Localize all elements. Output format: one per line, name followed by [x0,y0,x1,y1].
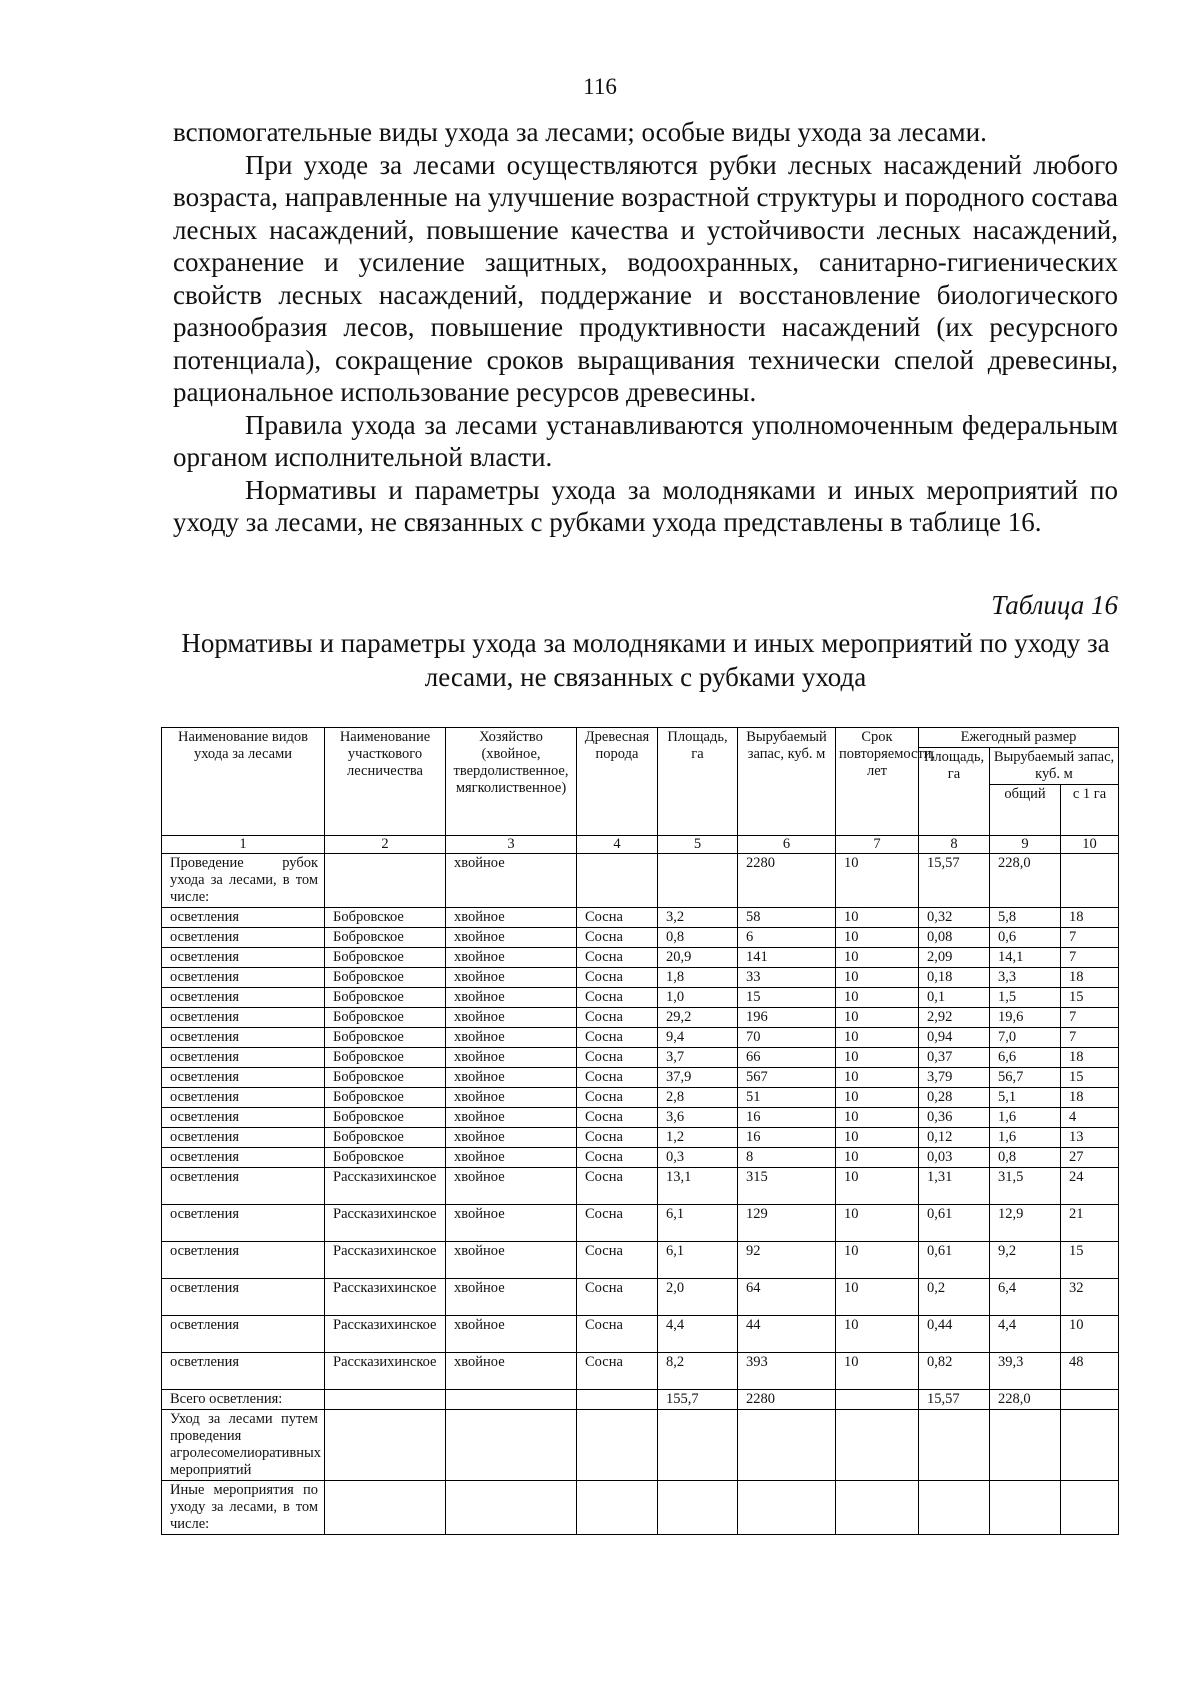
cell-name: осветления [162,928,325,948]
cell-name: осветления [162,1088,325,1108]
cell-annual-total: 3,3 [990,968,1061,988]
paragraph-4: Нормативы и параметры ухода за молодняками и иных мероприятий по уходу за лесами, не связанных с рубками ухода представлены в таблице 16. [173,474,1118,537]
table-row [162,1108,1119,1128]
cell-farm: хвойное [446,1168,577,1205]
cell-volume: 70 [738,1028,836,1048]
header-species: Древесная порода [577,728,658,836]
cell-annual-total: 6,6 [990,1048,1061,1068]
cell-name: осветления [162,1242,325,1279]
cell-volume: 33 [738,968,836,988]
cell-annual-area: 15,57 [919,854,990,908]
cell-name: осветления [162,1279,325,1316]
cell-volume: 393 [738,1353,836,1390]
column-number-cell: 8 [919,836,990,854]
cell-district: Бобровское [325,1148,446,1168]
table-row [162,1128,1119,1148]
cell-name: осветления [162,968,325,988]
cell-area: 37,9 [658,1068,738,1088]
cell-volume: 51 [738,1088,836,1108]
cell-species: Сосна [577,1242,658,1279]
cell-species: Сосна [577,908,658,928]
table-row [162,1068,1119,1088]
cell-annual-area: 0,37 [919,1048,990,1068]
cell-annual-area: 0,82 [919,1353,990,1390]
cell-area: 3,2 [658,908,738,928]
cell-period: 10 [836,1148,919,1168]
empty-cell [738,1481,836,1535]
cell-annual-total: 6,4 [990,1279,1061,1316]
cell-species: Сосна [577,1205,658,1242]
cell-name: осветления [162,1128,325,1148]
cell-area: 2,8 [658,1088,738,1108]
cell-name: осветления [162,1168,325,1205]
cell-annual-area: 2,92 [919,1008,990,1028]
cell-name: осветления [162,1008,325,1028]
cell-district: Бобровское [325,968,446,988]
page-number: 116 [583,74,617,99]
header-farm: Хозяйство (хвойное, твердолиственное, мягколиственное) [446,728,577,836]
cell-farm: хвойное [446,1242,577,1279]
cell-species: Сосна [577,928,658,948]
cell-name: Всего осветления: [162,1390,325,1410]
table-row [162,1048,1119,1068]
cell-annual-area: 0,03 [919,1148,990,1168]
cell-species: Сосна [577,1353,658,1390]
cell-period: 10 [836,948,919,968]
empty-cell [836,1481,919,1535]
cell-per-ha: 4 [1061,1108,1119,1128]
cell-annual-area: 3,79 [919,1068,990,1088]
cell-annual-area: 0,36 [919,1108,990,1128]
cell-annual-area: 0,18 [919,968,990,988]
cell-volume: 64 [738,1279,836,1316]
cell-annual-total: 7,0 [990,1028,1061,1048]
cell-per-ha: 21 [1061,1205,1119,1242]
cell-name: осветления [162,1108,325,1128]
empty-cell [325,1410,446,1481]
header-period: Срок повторяемости, лет [836,728,919,836]
table-row [162,1353,1119,1390]
table-row [162,1242,1119,1279]
cell-farm: хвойное [446,854,577,908]
cell-area: 20,9 [658,948,738,968]
cell-period: 10 [836,1088,919,1108]
cell-annual-area: 0,94 [919,1028,990,1048]
empty-cell [919,1481,990,1535]
cell-per-ha: 18 [1061,1088,1119,1108]
cell-period: 10 [836,1205,919,1242]
cell-volume: 15 [738,988,836,1008]
empty-cell [836,1410,919,1481]
cell-species [577,1390,658,1410]
cell-name: осветления [162,1205,325,1242]
body-text [173,116,1118,539]
cell-per-ha: 15 [1061,1068,1119,1088]
cell-period: 10 [836,1353,919,1390]
column-number-cell: 4 [577,836,658,854]
cell-per-ha: 15 [1061,988,1119,1008]
cell-volume: 66 [738,1048,836,1068]
cell-species: Сосна [577,968,658,988]
norms-table [161,727,1119,1535]
cell-per-ha: 7 [1061,1008,1119,1028]
cell-volume: 129 [738,1205,836,1242]
header-area: Площадь, га [658,728,738,836]
cell-volume: 16 [738,1108,836,1128]
cell-farm: хвойное [446,1205,577,1242]
cell-period: 10 [836,1068,919,1088]
cell-annual-total: 0,6 [990,928,1061,948]
cell-district: Бобровское [325,1068,446,1088]
header-care-type: Наименование видов ухода за лесами [162,728,325,836]
cell-annual-area: 0,1 [919,988,990,1008]
empty-cell [1061,1481,1119,1535]
header-volume-total: общий [990,785,1061,836]
cell-period: 10 [836,968,919,988]
cell-volume: 196 [738,1008,836,1028]
cell-district: Рассказихинское [325,1242,446,1279]
cell-farm: хвойное [446,948,577,968]
cell-annual-total: 12,9 [990,1205,1061,1242]
cell-volume: 2280 [738,1390,836,1410]
cell-species: Сосна [577,1279,658,1316]
cell-per-ha [1061,854,1119,908]
empty-cell [658,1481,738,1535]
cell-area: 0,8 [658,928,738,948]
cell-period: 10 [836,928,919,948]
cell-annual-total: 14,1 [990,948,1061,968]
cell-area: 6,1 [658,1242,738,1279]
paragraph-3: Правила ухода за лесами устанавливаются уполномоченным федеральным органом исполнительной власти. [173,409,1118,472]
cell-area: 3,6 [658,1108,738,1128]
cell-volume: 141 [738,948,836,968]
table-row [162,1205,1119,1242]
cell-species: Сосна [577,1068,658,1088]
cell-farm: хвойное [446,1148,577,1168]
cell-area: 155,7 [658,1390,738,1410]
cell-area: 13,1 [658,1168,738,1205]
cell-name: осветления [162,1048,325,1068]
header-annual-area: Площадь, га [919,748,990,836]
table-row [162,928,1119,948]
cell-annual-area: 15,57 [919,1390,990,1410]
column-number-cell: 5 [658,836,738,854]
cell-district: Бобровское [325,1028,446,1048]
header-annual-volume: Вырубаемый запас, куб. м [990,748,1119,785]
cell-name: Проведение рубок ухода за лесами, в том числе: [162,854,325,908]
cell-name: осветления [162,908,325,928]
cell-annual-total: 4,4 [990,1316,1061,1353]
cell-species: Сосна [577,1148,658,1168]
table-row [162,1008,1119,1028]
cell-annual-area: 1,31 [919,1168,990,1205]
column-number-cell: 10 [1061,836,1119,854]
cell-area: 1,0 [658,988,738,1008]
cell-volume: 567 [738,1068,836,1088]
cell-species: Сосна [577,988,658,1008]
cell-period: 10 [836,988,919,1008]
cell-per-ha: 18 [1061,1048,1119,1068]
header-district: Наименование участкового лесничества [325,728,446,836]
cell-district: Рассказихинское [325,1316,446,1353]
cell-district: Бобровское [325,1128,446,1148]
table-row [162,1148,1119,1168]
empty-cell [919,1410,990,1481]
table-row [162,1316,1119,1353]
empty-cell [446,1481,577,1535]
cell-per-ha: 48 [1061,1353,1119,1390]
cell-annual-area: 0,61 [919,1242,990,1279]
column-number-row [162,836,1119,854]
column-number-cell: 7 [836,836,919,854]
cell-period: 10 [836,1279,919,1316]
cell-farm: хвойное [446,928,577,948]
empty-cell [325,1481,446,1535]
cell-farm: хвойное [446,1028,577,1048]
summary-row [162,854,1119,908]
cell-per-ha: 7 [1061,948,1119,968]
cell-period: 10 [836,908,919,928]
cell-volume: 16 [738,1128,836,1148]
cell-species: Сосна [577,1088,658,1108]
cell-farm: хвойное [446,1353,577,1390]
cell-per-ha: 7 [1061,1028,1119,1048]
cell-annual-total: 228,0 [990,854,1061,908]
cell-district: Рассказихинское [325,1168,446,1205]
cell-name: осветления [162,948,325,968]
cell-species: Сосна [577,1048,658,1068]
table-label: Таблица 16 [991,590,1118,620]
column-number-cell: 3 [446,836,577,854]
cell-area: 4,4 [658,1316,738,1353]
cell-period: 10 [836,1316,919,1353]
table-title: Нормативы и параметры ухода за молодняками и иных мероприятий по уходу за лесами, не связанных с рубками ухода [181,628,1110,692]
cell-species: Сосна [577,948,658,968]
cell-annual-area: 0,32 [919,908,990,928]
empty-cell [990,1410,1061,1481]
header-volume-per-ha: с 1 га [1061,785,1119,836]
cell-district: Бобровское [325,988,446,1008]
cell-district: Бобровское [325,908,446,928]
cell-annual-total: 5,1 [990,1088,1061,1108]
empty-cell [577,1410,658,1481]
cell-area: 6,1 [658,1205,738,1242]
cell-annual-area: 0,08 [919,928,990,948]
table-row [162,988,1119,1008]
cell-annual-total: 5,8 [990,908,1061,928]
table-row [162,968,1119,988]
cell-district [325,854,446,908]
cell-annual-total: 31,5 [990,1168,1061,1205]
cell-annual-total: 39,3 [990,1353,1061,1390]
cell-volume: 58 [738,908,836,928]
cell-farm [446,1390,577,1410]
empty-cell [446,1410,577,1481]
cell-name: осветления [162,1353,325,1390]
cell-annual-area: 0,28 [919,1088,990,1108]
cell-species: Сосна [577,1108,658,1128]
cell-district: Бобровское [325,1048,446,1068]
cell-period: 10 [836,854,919,908]
table-row [162,1028,1119,1048]
cell-farm: хвойное [446,1128,577,1148]
cell-name: осветления [162,988,325,1008]
table-row [162,1279,1119,1316]
cell-district: Бобровское [325,928,446,948]
cell-species: Сосна [577,1128,658,1148]
column-number-cell: 9 [990,836,1061,854]
table-row [162,1088,1119,1108]
cell-name: осветления [162,1068,325,1088]
cell-farm: хвойное [446,1316,577,1353]
cell-species: Сосна [577,1008,658,1028]
cell-per-ha [1061,1390,1119,1410]
empty-cell [577,1481,658,1535]
cell-farm: хвойное [446,1068,577,1088]
empty-cell [1061,1410,1119,1481]
cell-district: Бобровское [325,1008,446,1028]
cell-annual-total: 0,8 [990,1148,1061,1168]
cell-district: Бобровское [325,1108,446,1128]
cell-volume: 6 [738,928,836,948]
cell-annual-total: 19,6 [990,1008,1061,1028]
cell-farm: хвойное [446,988,577,1008]
cell-species: Сосна [577,1028,658,1048]
table-header [162,728,1119,836]
header-annual: Ежегодный размер [919,728,1119,748]
cell-area: 0,3 [658,1148,738,1168]
cell-annual-total: 1,6 [990,1128,1061,1148]
header-volume: Вырубаемый запас, куб. м [738,728,836,836]
cell-district: Рассказихинское [325,1279,446,1316]
cell-area: 3,7 [658,1048,738,1068]
activity-row [162,1481,1119,1535]
cell-farm: хвойное [446,1088,577,1108]
cell-annual-area: 0,2 [919,1279,990,1316]
cell-per-ha: 10 [1061,1316,1119,1353]
cell-district [325,1390,446,1410]
cell-annual-area: 0,12 [919,1128,990,1148]
cell-per-ha: 24 [1061,1168,1119,1205]
cell-period: 10 [836,1028,919,1048]
cell-area [658,854,738,908]
cell-district: Рассказихинское [325,1205,446,1242]
cell-district: Бобровское [325,948,446,968]
cell-annual-area: 2,09 [919,948,990,968]
cell-per-ha: 27 [1061,1148,1119,1168]
paragraph-2: При уходе за лесами осуществляются рубки лесных насаждений любого возраста, направленные на улучшение возрастной структуры и породного состава лесных насаждений, повышение качества и устойчивости лесных насаждений, сохранение и усиление защитных, водоохранных, санитарно-гигиенических свойств лесных насаждений, поддержание и восстановление биологического разнообразия лесов, повышение продуктивности насаждений (их ресурсного потенциала), сокращение сроков выращивания технически спелой древесины, рациональное использование ресурсов древесины. [173,149,1118,407]
column-number-cell: 2 [325,836,446,854]
table-row [162,948,1119,968]
cell-farm: хвойное [446,968,577,988]
cell-species: Сосна [577,1168,658,1205]
empty-cell [738,1410,836,1481]
table-row [162,908,1119,928]
cell-period [836,1390,919,1410]
cell-annual-total: 1,6 [990,1108,1061,1128]
paragraph-1: вспомогательные виды ухода за лесами; особые виды ухода за лесами. [173,117,987,147]
empty-cell [658,1410,738,1481]
activity-row [162,1410,1119,1481]
cell-annual-total: 228,0 [990,1390,1061,1410]
cell-area: 29,2 [658,1008,738,1028]
cell-volume: 2280 [738,854,836,908]
cell-period: 10 [836,1008,919,1028]
cell-per-ha: 18 [1061,908,1119,928]
cell-area: 2,0 [658,1279,738,1316]
cell-period: 10 [836,1108,919,1128]
cell-per-ha: 32 [1061,1279,1119,1316]
cell-area: 9,4 [658,1028,738,1048]
cell-farm: хвойное [446,1048,577,1068]
cell-name: осветления [162,1148,325,1168]
cell-per-ha: 15 [1061,1242,1119,1279]
cell-annual-total: 1,5 [990,988,1061,1008]
cell-per-ha: 13 [1061,1128,1119,1148]
cell-area: 8,2 [658,1353,738,1390]
cell-period: 10 [836,1048,919,1068]
cell-farm: хвойное [446,1279,577,1316]
cell-period: 10 [836,1242,919,1279]
empty-cell [990,1481,1061,1535]
cell-period: 10 [836,1168,919,1205]
cell-volume: 8 [738,1148,836,1168]
cell-name: осветления [162,1028,325,1048]
cell-farm: хвойное [446,908,577,928]
table-row [162,1168,1119,1205]
table-body [162,836,1119,1535]
cell-volume: 92 [738,1242,836,1279]
cell-species [577,854,658,908]
cell-farm: хвойное [446,1108,577,1128]
cell-species: Сосна [577,1316,658,1353]
cell-name: Иные мероприятия по уходу за лесами, в том числе: [162,1481,325,1535]
cell-area: 1,8 [658,968,738,988]
cell-annual-area: 0,44 [919,1316,990,1353]
cell-name: Уход за лесами путем проведения агролесомелиоративных мероприятий [162,1410,325,1481]
cell-volume: 315 [738,1168,836,1205]
cell-farm: хвойное [446,1008,577,1028]
cell-name: осветления [162,1316,325,1353]
cell-area: 1,2 [658,1128,738,1148]
cell-volume: 44 [738,1316,836,1353]
cell-district: Бобровское [325,1088,446,1108]
cell-per-ha: 7 [1061,928,1119,948]
cell-annual-area: 0,61 [919,1205,990,1242]
cell-annual-total: 56,7 [990,1068,1061,1088]
column-number-cell: 1 [162,836,325,854]
column-number-cell: 6 [738,836,836,854]
cell-annual-total: 9,2 [990,1242,1061,1279]
total-row [162,1390,1119,1410]
cell-per-ha: 18 [1061,968,1119,988]
cell-period: 10 [836,1128,919,1148]
cell-district: Рассказихинское [325,1353,446,1390]
